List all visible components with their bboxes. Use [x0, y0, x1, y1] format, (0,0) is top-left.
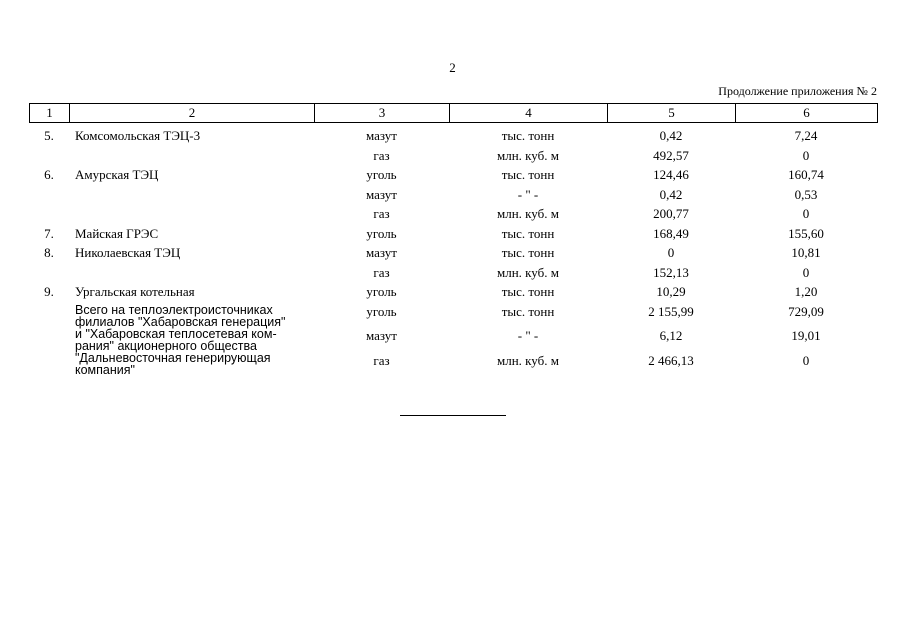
continuation-label: Продолжение приложения № 2	[718, 84, 877, 98]
header-cell-6: 6	[736, 104, 878, 123]
value-col5: 0	[667, 245, 675, 260]
table-row	[29, 224, 877, 244]
source-name	[69, 204, 314, 224]
value-col5: 492,57	[653, 147, 689, 163]
fuel-type: уголь	[366, 284, 397, 299]
row-number: 7.	[44, 225, 54, 241]
unit: тыс. тонн	[501, 225, 555, 241]
value-col5: 0,42	[659, 128, 683, 143]
fuel-type: газ	[373, 352, 390, 368]
unit: млн. куб. м	[497, 352, 559, 368]
value-col6: 155,60	[788, 225, 824, 241]
table-row	[29, 146, 877, 166]
value-col5: 10,29	[656, 284, 686, 299]
value-col6: 0,53	[794, 186, 818, 202]
source-name	[69, 185, 314, 205]
value-col6: 0	[802, 147, 810, 163]
source-name	[69, 146, 314, 166]
value-col5: 152,13	[653, 264, 689, 280]
source-name: Комсомольская ТЭЦ-3	[75, 128, 201, 143]
total-label: Всего на теплоэлектроисточниках филиалов "Хабаровская генерация" и "Хабаровская теплосетевая ком- pания" акционерного общества "Дальневосточная генерирующая компания"	[75, 302, 286, 377]
row-number	[29, 204, 69, 224]
value-col6: 0	[802, 206, 810, 221]
closing-rule	[400, 415, 506, 416]
unit: - " -	[517, 328, 539, 344]
value-col5: 6,12	[659, 328, 683, 344]
header-cell-3: 3	[315, 104, 450, 123]
value-col6: 0	[802, 264, 810, 280]
value-col6: 7,24	[794, 128, 818, 143]
unit: - " -	[517, 186, 539, 202]
header-cell-1: 1	[30, 104, 70, 123]
row-number	[29, 351, 69, 376]
header-row	[30, 104, 878, 123]
source-name: Майская ГРЭС	[75, 225, 159, 241]
fuel-type: мазут	[366, 328, 397, 344]
unit: млн. куб. м	[497, 264, 559, 280]
table-row	[29, 185, 877, 205]
row-number	[29, 263, 69, 283]
fuel-type: газ	[373, 147, 390, 163]
value-col5: 2 155,99	[648, 303, 694, 319]
value-col5: 200,77	[653, 206, 689, 221]
value-col5: 124,46	[653, 167, 689, 182]
page-number: 2	[449, 60, 456, 75]
fuel-type: газ	[373, 264, 390, 280]
table-row	[29, 204, 877, 224]
fuel-table	[29, 126, 877, 376]
value-col6: 10,81	[791, 245, 821, 260]
unit: млн. куб. м	[497, 147, 559, 163]
table-row	[29, 243, 877, 263]
source-name: Николаевская ТЭЦ	[75, 245, 181, 260]
header-cell-4: 4	[450, 104, 608, 123]
row-number: 8.	[44, 245, 54, 260]
unit: тыс. тонн	[501, 245, 555, 260]
source-name: Ургальская котельная	[75, 284, 195, 299]
source-name: Амурская ТЭЦ	[75, 167, 159, 182]
fuel-type: мазут	[366, 128, 397, 143]
unit: тыс. тонн	[501, 167, 555, 182]
fuel-type: мазут	[366, 186, 397, 202]
value-col6: 0	[802, 352, 810, 368]
row-number	[29, 185, 69, 205]
fuel-type: уголь	[366, 225, 397, 241]
table-row	[29, 126, 877, 146]
fuel-type: уголь	[366, 303, 397, 319]
row-number	[29, 146, 69, 166]
table-row	[29, 263, 877, 283]
unit: тыс. тонн	[501, 284, 555, 299]
row-number	[29, 302, 69, 327]
value-col6: 1,20	[794, 284, 818, 299]
header-cell-5: 5	[608, 104, 736, 123]
fuel-type: уголь	[366, 167, 397, 182]
table-row	[29, 165, 877, 185]
column-number-header	[29, 103, 878, 123]
row-number	[29, 326, 69, 351]
header-cell-2: 2	[70, 104, 315, 123]
source-name	[69, 263, 314, 283]
row-number: 5.	[44, 128, 54, 143]
unit: тыс. тонн	[501, 303, 555, 319]
value-col5: 0,42	[659, 186, 683, 202]
row-number: 9.	[44, 284, 54, 299]
unit: тыс. тонн	[501, 128, 555, 143]
value-col6: 160,74	[788, 167, 824, 182]
value-col6: 729,09	[788, 303, 824, 319]
value-col5: 2 466,13	[648, 352, 694, 368]
fuel-type: мазут	[366, 245, 397, 260]
unit: млн. куб. м	[497, 206, 559, 221]
row-number: 6.	[44, 167, 54, 182]
value-col6: 19,01	[791, 328, 821, 344]
table-row	[29, 282, 877, 302]
total-row	[29, 302, 877, 327]
fuel-type: газ	[373, 206, 390, 221]
value-col5: 168,49	[653, 225, 689, 241]
